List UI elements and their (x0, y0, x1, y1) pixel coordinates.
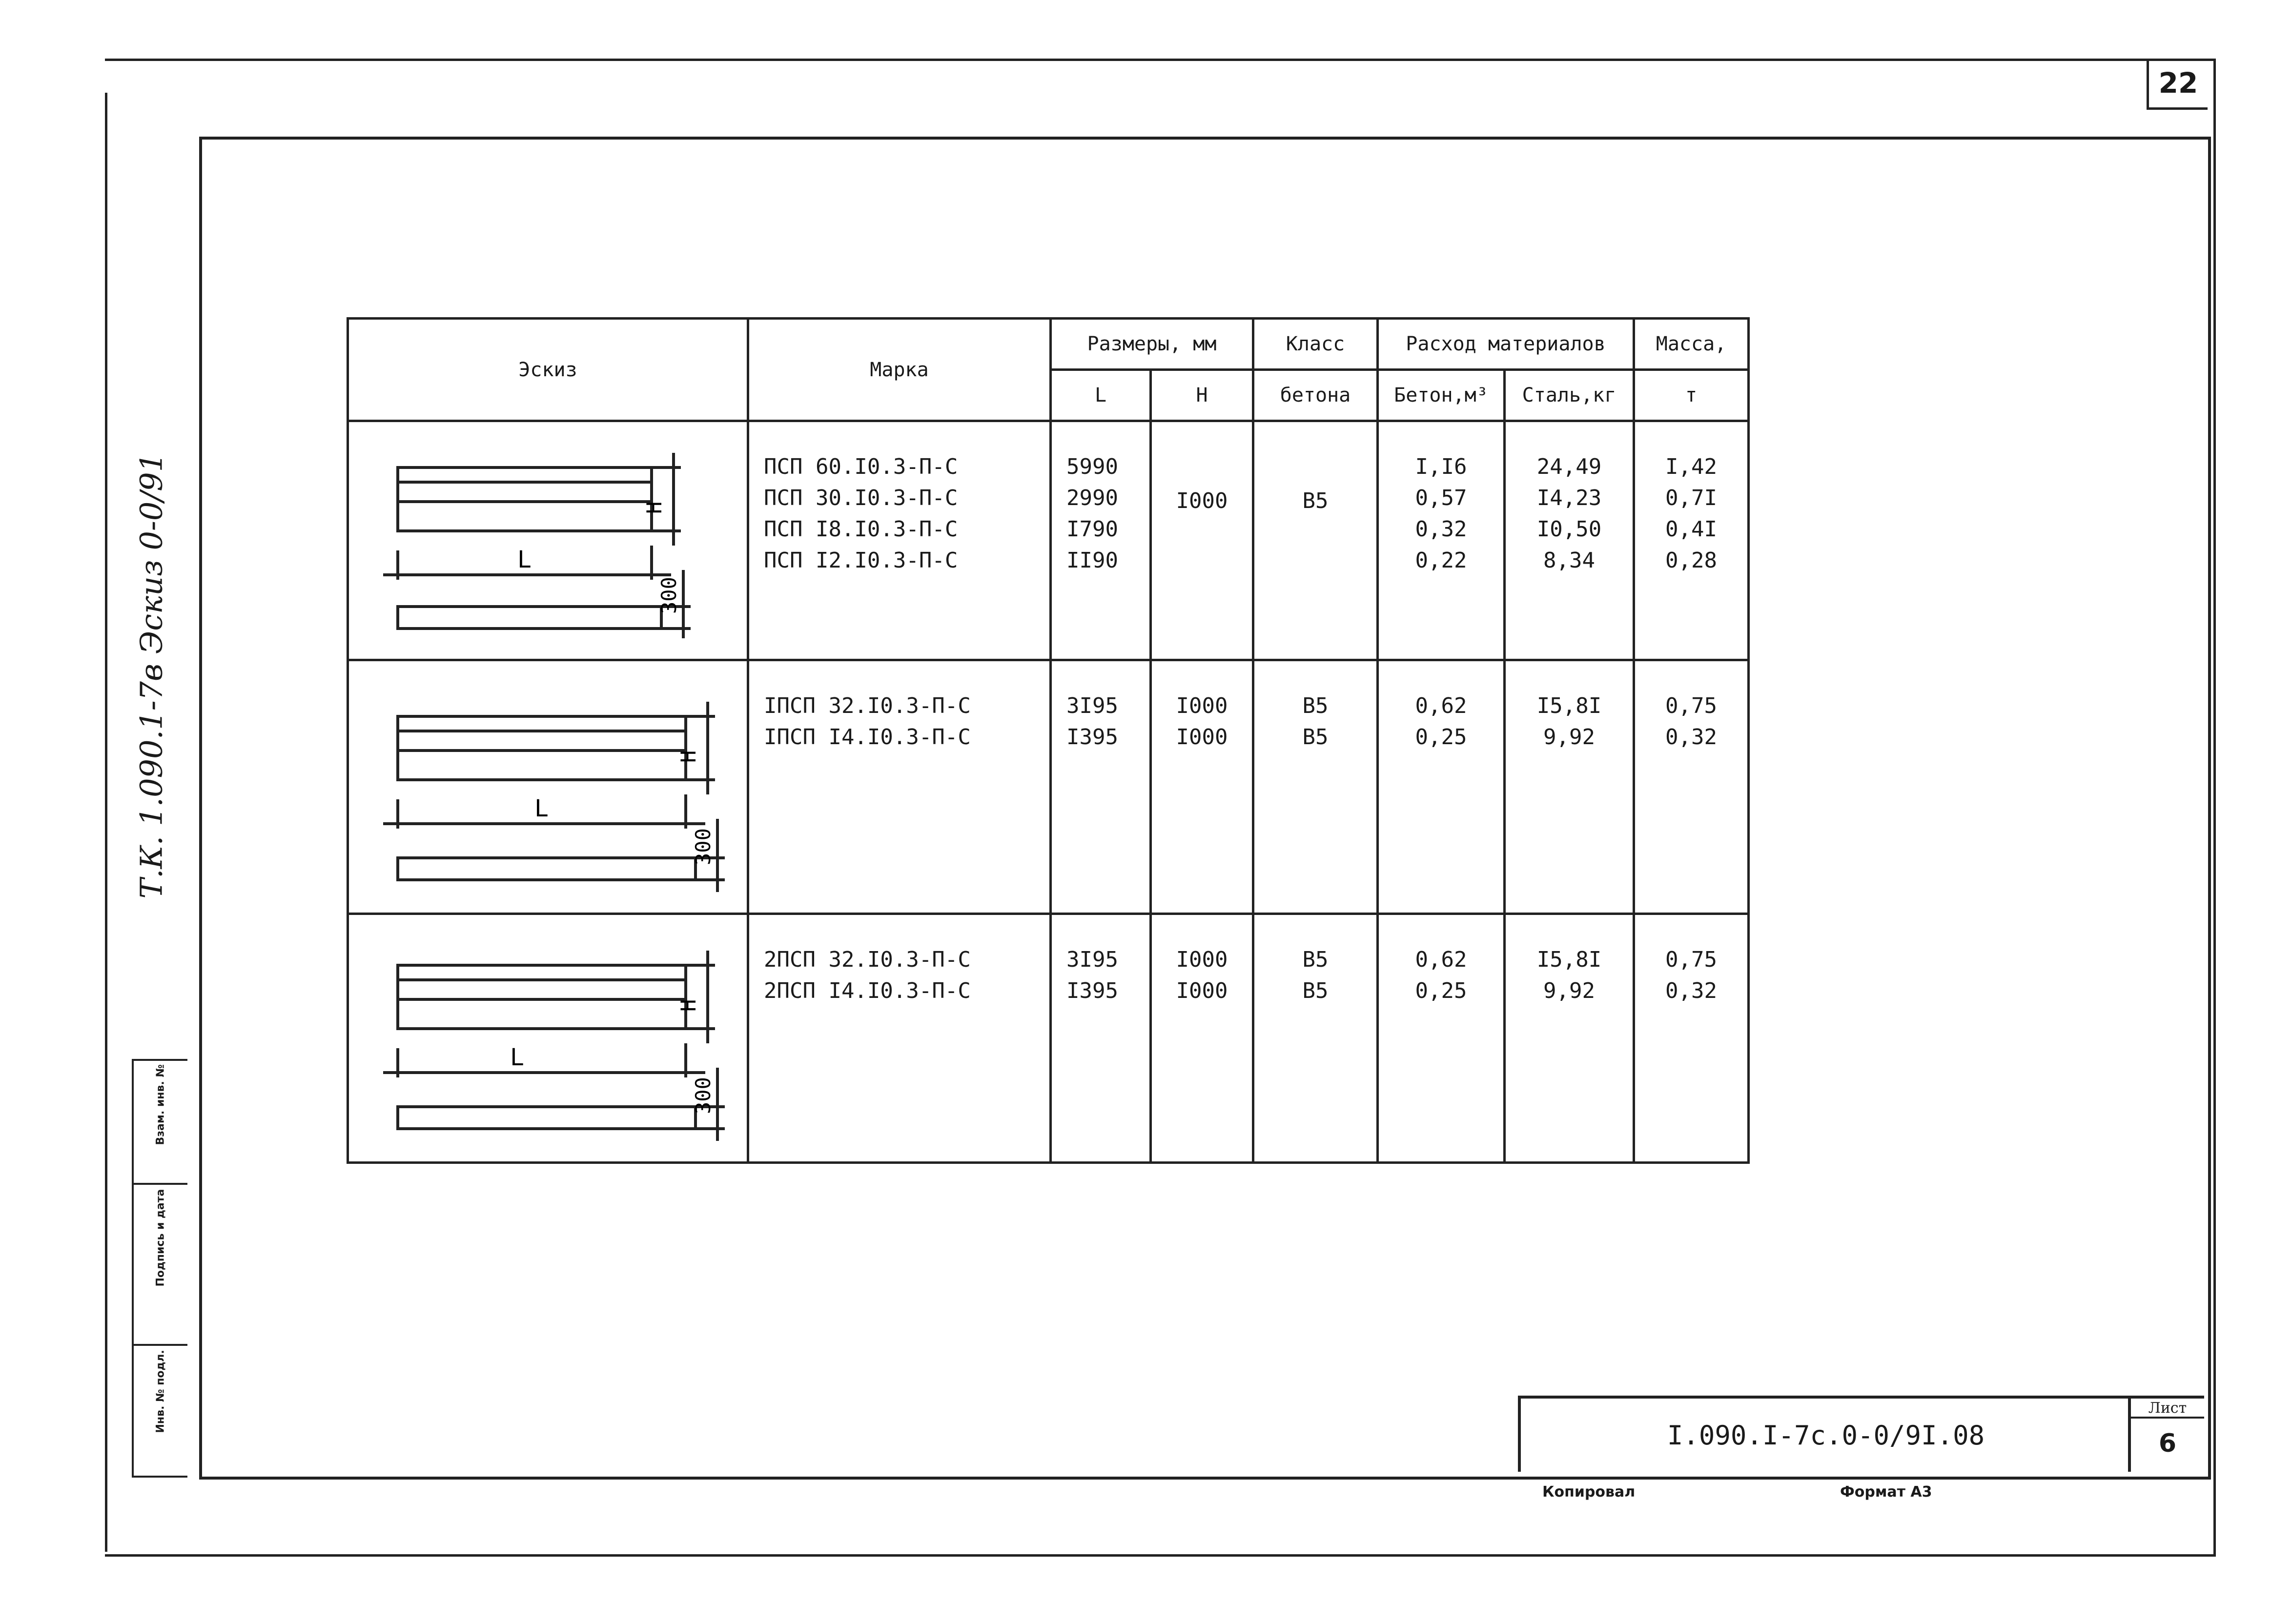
header-materials: Расход материалов (1378, 319, 1634, 370)
sketch-dim-label: 300 (691, 828, 715, 865)
side-code-text: Т.К. 1.090.1-7в Эскиз 0-0/91 (133, 452, 169, 899)
format-label: Формат А3 (1840, 1483, 1932, 1501)
slab-sketch (349, 916, 744, 1160)
list-box (2128, 1396, 2204, 1472)
mark-item: ПСП 60.I0.3-П-С (764, 454, 958, 479)
class-value: В5 (1302, 978, 1329, 1003)
length-cell (1051, 914, 1151, 1163)
steel-value: 24,49 (1536, 454, 1602, 479)
sheet-number: 22 (2147, 59, 2208, 110)
mark-item: IПСП I4.I0.3-П-С (764, 725, 971, 750)
mass-cell (1634, 660, 1749, 914)
height-cell (1151, 660, 1253, 914)
sketch-l-label: L (534, 794, 549, 822)
concrete-value: I,I6 (1415, 454, 1467, 479)
steel-cell (1505, 914, 1634, 1163)
length-value: II90 (1066, 548, 1118, 573)
product-table (347, 317, 1750, 1164)
sketch-dim-label: 300 (657, 576, 681, 614)
length-value: I395 (1066, 978, 1118, 1003)
length-value: 3I95 (1066, 693, 1118, 718)
stamp-divider (134, 1344, 187, 1346)
class-value: В5 (1302, 488, 1329, 513)
length-value: I790 (1066, 517, 1118, 542)
class-cell (1253, 914, 1378, 1163)
length-value: I395 (1066, 725, 1118, 750)
header-sizes: Размеры, мм (1051, 319, 1253, 370)
concrete-value: 0,22 (1415, 548, 1467, 573)
mass-value: 0,4I (1665, 517, 1717, 542)
height-value: I000 (1176, 978, 1228, 1003)
table-row-group-2 (348, 660, 1749, 914)
mark-item: ПСП I2.I0.3-П-С (764, 548, 958, 573)
length-cell (1051, 421, 1151, 660)
mass-value: 0,28 (1665, 548, 1717, 573)
header-H: H (1151, 370, 1253, 421)
concrete-cell (1378, 660, 1505, 914)
steel-value: I0,50 (1536, 517, 1602, 542)
mass-value: 0,32 (1665, 725, 1717, 750)
class-cell (1253, 421, 1378, 660)
concrete-cell (1378, 421, 1505, 660)
sketch-cell (348, 914, 748, 1163)
slab-sketch (349, 663, 744, 912)
mass-value: 0,7I (1665, 486, 1717, 510)
steel-cell (1505, 421, 1634, 660)
class-value: В5 (1302, 947, 1329, 972)
concrete-value: 0,62 (1415, 947, 1467, 972)
height-value: I000 (1176, 488, 1228, 513)
class-cell (1253, 660, 1378, 914)
header-concrete: Бетон,м³ (1378, 370, 1505, 421)
copy-label: Копировал (1542, 1483, 1636, 1501)
marks-cell (748, 660, 1051, 914)
table-row-group-3 (348, 914, 1749, 1163)
mass-value: I,42 (1665, 454, 1717, 479)
list-label: Лист (2131, 1400, 2204, 1419)
height-value: I000 (1176, 693, 1228, 718)
steel-value: 8,34 (1543, 548, 1595, 573)
steel-cell (1505, 660, 1634, 914)
length-value: 5990 (1066, 454, 1118, 479)
concrete-value: 0,62 (1415, 693, 1467, 718)
steel-value: I5,8I (1536, 947, 1602, 972)
concrete-value: 0,25 (1415, 978, 1467, 1003)
height-cell (1151, 914, 1253, 1163)
mark-item: ПСП 30.I0.3-П-С (764, 486, 958, 510)
sketch-h-label: Н (676, 999, 700, 1012)
height-cell (1151, 421, 1253, 660)
mass-cell (1634, 421, 1749, 660)
header-steel: Сталь,кг (1505, 370, 1634, 421)
steel-value: 9,92 (1543, 978, 1595, 1003)
stamp-divider (134, 1183, 187, 1185)
stamp-label-inv: Взам. инв. № (154, 1064, 167, 1145)
height-value: I000 (1176, 725, 1228, 750)
length-value: 2990 (1066, 486, 1118, 510)
table-row-group-1 (348, 421, 1749, 660)
mass-value: 0,75 (1665, 947, 1717, 972)
concrete-value: 0,57 (1415, 486, 1467, 510)
doc-code: I.090.I-7с.0-0/9I.08 (1518, 1396, 2131, 1472)
header-mark: Марка (748, 319, 1051, 421)
header-mass-bottom: т (1634, 370, 1749, 421)
mass-cell (1634, 914, 1749, 1163)
stamp-label-orig: Инв. № подл. (154, 1350, 167, 1433)
mass-value: 0,75 (1665, 693, 1717, 718)
mark-item: ПСП I8.I0.3-П-С (764, 517, 958, 542)
sketch-cell (348, 660, 748, 914)
class-value: В5 (1302, 693, 1329, 718)
marks-cell (748, 914, 1051, 1163)
stamp-label-sign: Подпись и дата (154, 1189, 167, 1287)
sketch-h-label: Н (642, 501, 666, 514)
sketch-l-label: L (517, 546, 532, 573)
left-stamp (132, 1059, 187, 1478)
mark-item: IПСП 32.I0.3-П-С (764, 693, 971, 718)
class-value: В5 (1302, 725, 1329, 750)
header-class-top: Класс (1253, 319, 1378, 370)
sketch-dim-label: 300 (691, 1076, 715, 1114)
header-class-bottom: бетона (1253, 370, 1378, 421)
header-L: L (1051, 370, 1151, 421)
header-mass-top: Масса, (1634, 319, 1749, 370)
concrete-value: 0,32 (1415, 517, 1467, 542)
header-sketch: Эскиз (348, 319, 748, 421)
steel-value: 9,92 (1543, 725, 1595, 750)
marks-cell (748, 421, 1051, 660)
sketch-h-label: Н (676, 750, 700, 763)
steel-value: I4,23 (1536, 486, 1602, 510)
sketch-cell (348, 421, 748, 660)
mass-value: 0,32 (1665, 978, 1717, 1003)
side-code (122, 452, 181, 903)
steel-value: I5,8I (1536, 693, 1602, 718)
concrete-value: 0,25 (1415, 725, 1467, 750)
list-number: 6 (2158, 1429, 2177, 1458)
slab-sketch (349, 424, 744, 658)
outer-frame-left-edge (105, 93, 107, 1552)
length-cell (1051, 660, 1151, 914)
concrete-cell (1378, 914, 1505, 1163)
height-value: I000 (1176, 947, 1228, 972)
sketch-l-label: L (510, 1043, 524, 1071)
mark-item: 2ПСП 32.I0.3-П-С (764, 947, 971, 972)
mark-item: 2ПСП I4.I0.3-П-С (764, 978, 971, 1003)
length-value: 3I95 (1066, 947, 1118, 972)
